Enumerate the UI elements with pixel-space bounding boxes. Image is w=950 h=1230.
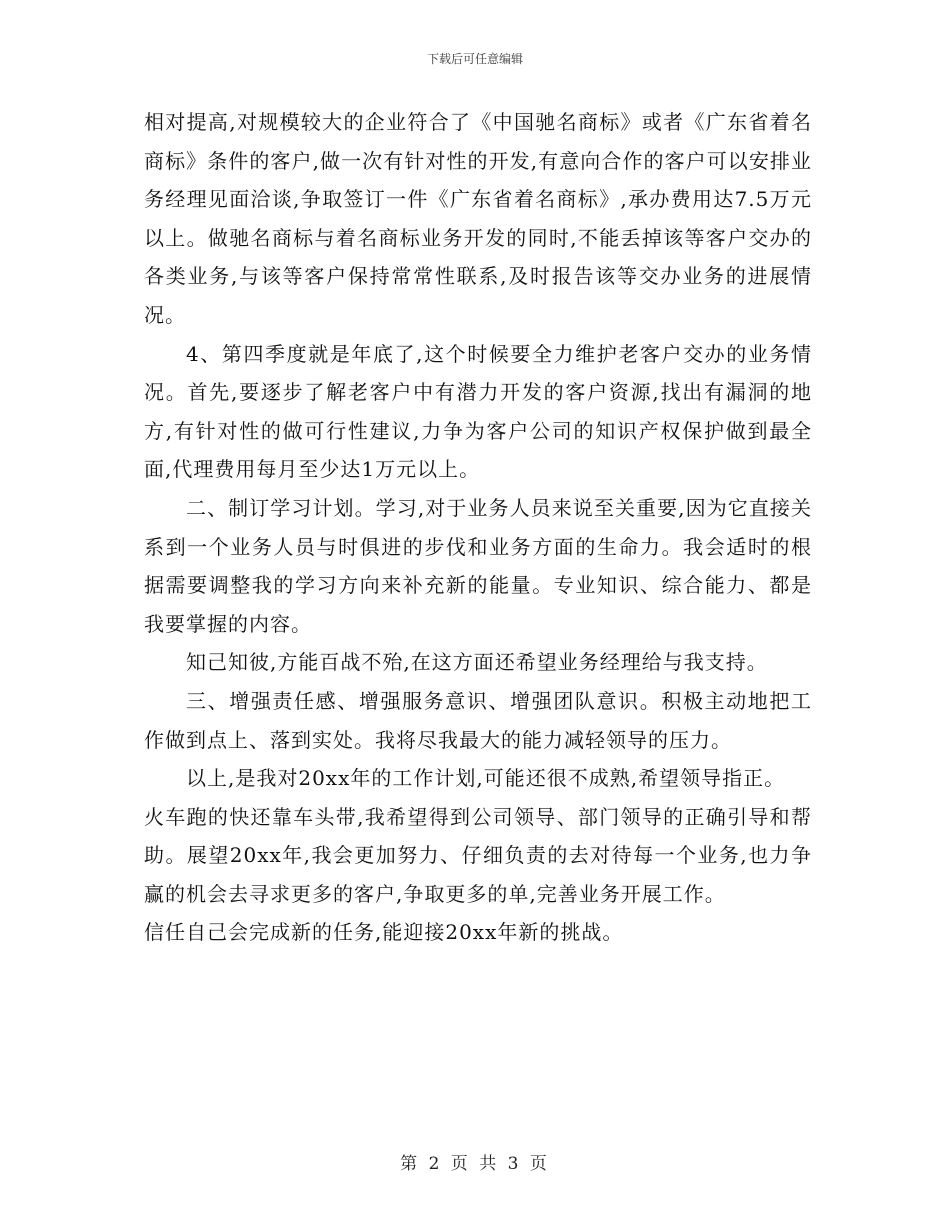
- paragraph-1: 相对提高,对规模较大的企业符合了《中国驰名商标》或者《广东省着名商标》条件的客户,做一次有针对性的开发,有意向合作的客户可以安排业务经理见面洽谈,争取签订一件《广东省着名商标》,承办费用达7.5万元以上。做驰名商标与着名商标业务开发的同时,不能丢掉该等客户交办的各类业务,与该等客户保持常常性联系,及时报告该等交办业务的进展情况。: [144, 110, 812, 327]
- paragraph-7: 火车跑的快还靠车头带,我希望得到公司领导、部门领导的正确引导和帮助。展望20xx年,我会更加努力、仔细负责的去对待每一个业务,也力争赢的机会去寻求更多的客户,争取更多的单,完善业务开展工作。: [144, 804, 812, 906]
- paragraph-5: 三、增强责任感、增强服务意识、增强团队意识。积极主动地把工作做到点上、落到实处。我将尽我最大的能力减轻领导的压力。: [144, 688, 812, 752]
- page-number: 第 2 页 共 3 页: [400, 1154, 550, 1174]
- paragraph-4: 知己知彼,方能百战不殆,在这方面还希望业务经理给与我支持。: [186, 650, 768, 675]
- document-body: [144, 103, 812, 952]
- paragraph-3: 二、制订学习计划。学习,对于业务人员来说至关重要,因为它直接关系到一个业务人员与时俱进的步伐和业务方面的生命力。我会适时的根据需要调整我的学习方向来补充新的能量。专业知识、综合能力、都是我要掌握的内容。: [144, 495, 812, 636]
- paragraph-8: 信任自己会完成新的任务,能迎接20xx年新的挑战。: [144, 920, 624, 945]
- page-header: 下载后可任意编辑: [426, 52, 523, 66]
- paragraph-6: 以上,是我对20xx年的工作计划,可能还很不成熟,希望领导指正。: [186, 766, 786, 791]
- paragraph-2: 4、第四季度就是年底了,这个时候要全力维护老客户交办的业务情况。首先,要逐步了解老客户中有潜力开发的客户资源,找出有漏洞的地方,有针对性的做可行性建议,力争为客户公司的知识产权保护做到最全面,代理费用每月至少达1万元以上。: [144, 341, 812, 482]
